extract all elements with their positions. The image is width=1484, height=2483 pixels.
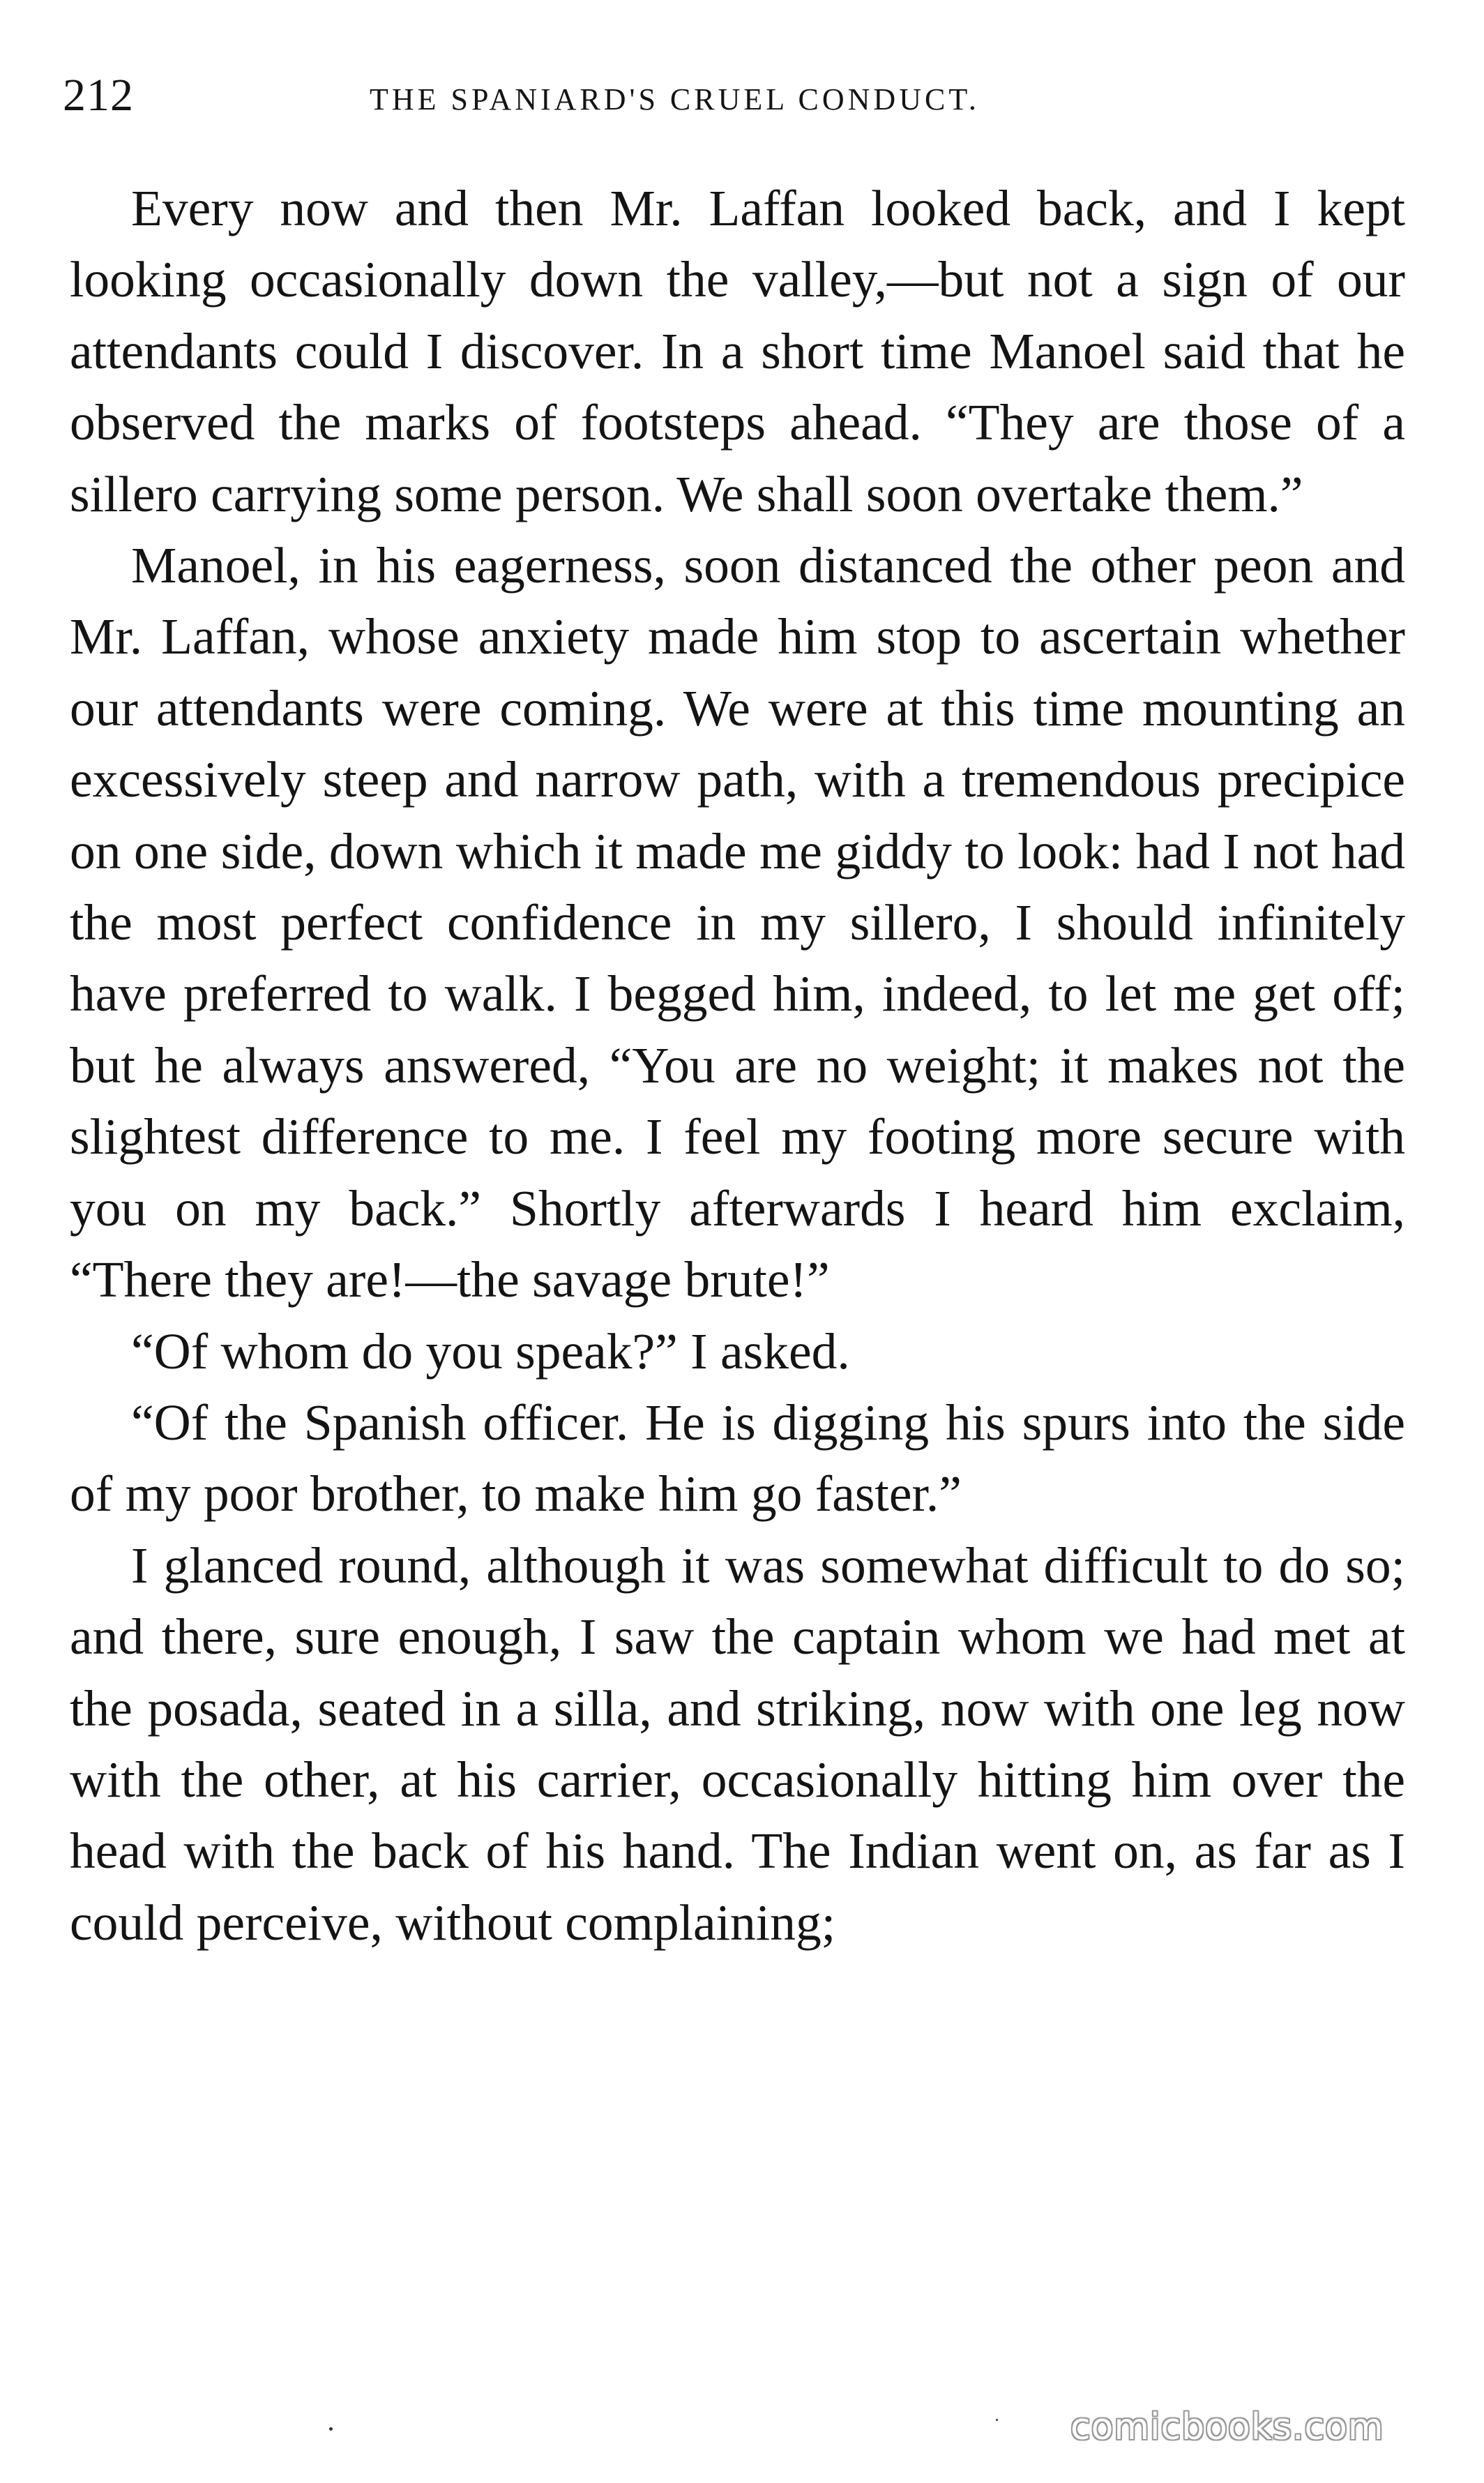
paragraph-4: “Of the Spanish officer. He is digging his spurs into the side of my poor brother, to make him go faster.” bbox=[70, 1394, 1405, 1523]
running-title: THE SPANIARD'S CRUEL CONDUCT. bbox=[370, 82, 980, 116]
paragraph-2: Manoel, in his eagerness, soon distanced the other peon and Mr. Laffan, whose anxiety made him stop to ascertain whether our attendants were coming. We were at this time mounting an excessively steep and narrow path, with a tremendous precipice on one side, down which it made me giddy to look: had I not had the most perfect confidence in my sillero, I should infinitely have preferred to walk. I begged him, indeed, to let me get off; but he always answered, “You are no weight; it makes not the slightest difference to me. I feel my footing more secure with you on my back.” Shortly afterwards I heard him exclaim, “There they are!—the savage brute!” bbox=[70, 537, 1405, 1308]
running-head bbox=[63, 64, 1405, 127]
body-text bbox=[70, 173, 1405, 1959]
ink-speck bbox=[996, 2419, 998, 2421]
paragraph-3: “Of whom do you speak?” I asked. bbox=[131, 1322, 850, 1380]
watermark: comicbooks.com bbox=[1070, 2406, 1384, 2448]
page-number: 212 bbox=[63, 70, 134, 121]
paragraph-1: Every now and then Mr. Laffan looked back, and I kept looking occasionally down the valley,—but not a sign of our attendants could I discover. In a short time Manoel said that he observed the marks of footsteps ahead. “They are those of a sillero carrying some person. We shall soon overtake them.” bbox=[70, 180, 1405, 522]
paragraph-5: I glanced round, although it was somewhat difficult to do so; and there, sure enough, I saw the captain whom we had met at the posada, seated in a silla, and striking, now with one leg now with the other, at his carrier, occasionally hitting him over the head with the back of his hand. The Indian went on, as far as I could perceive, without complaining; bbox=[70, 1537, 1405, 1951]
ink-speck bbox=[329, 2427, 333, 2431]
